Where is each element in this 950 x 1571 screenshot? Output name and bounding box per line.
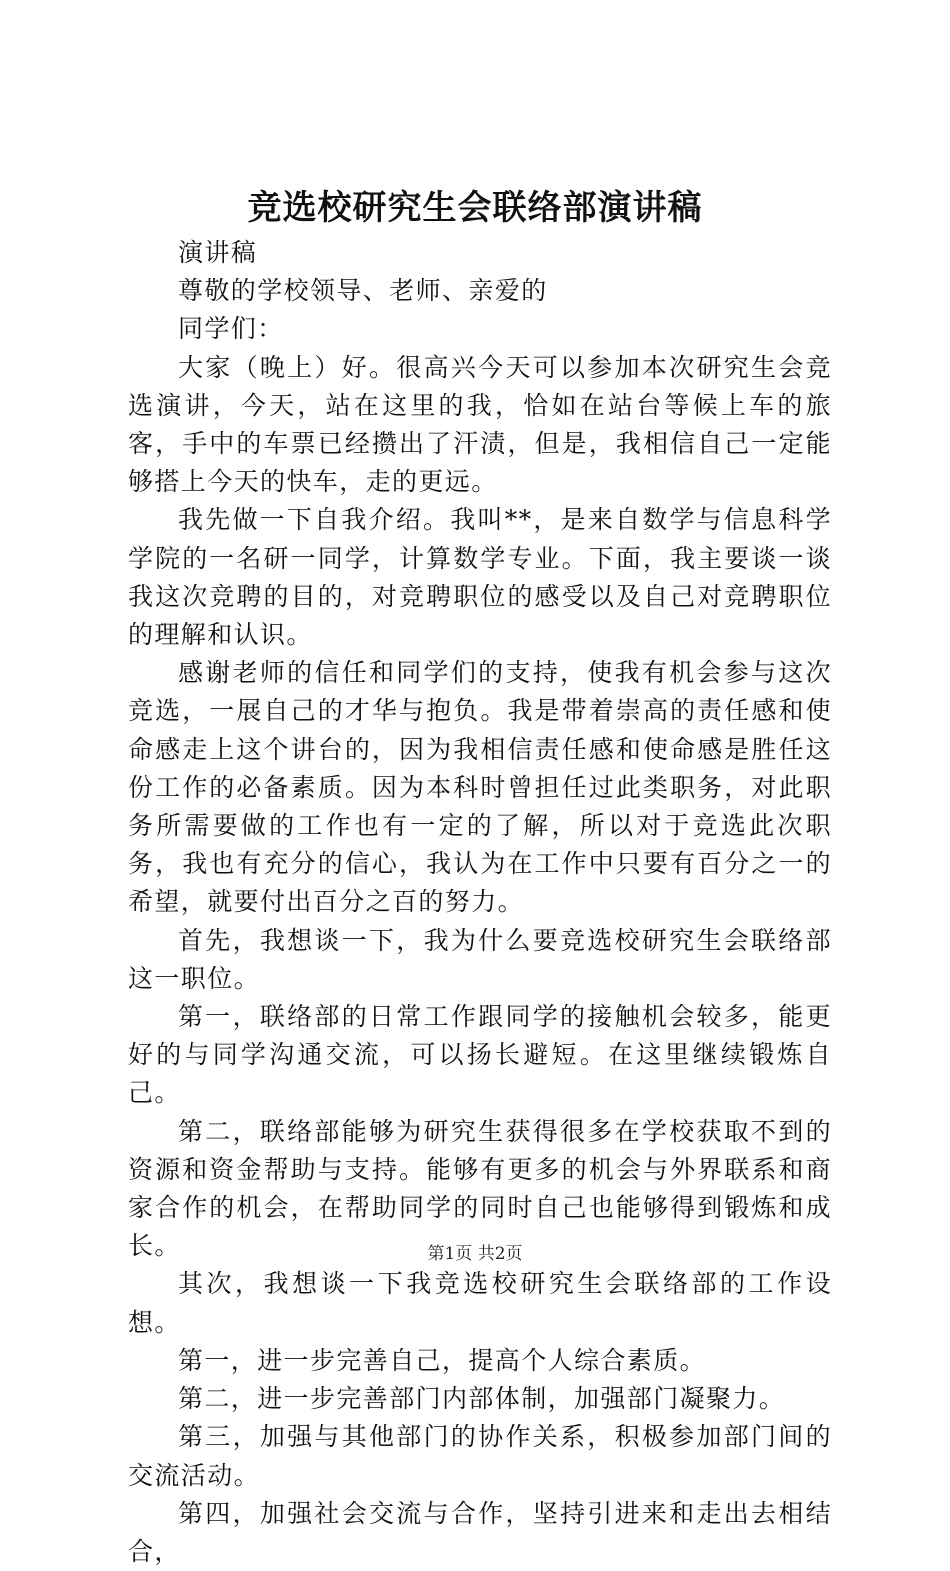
paragraph: 第二，进一步完善部门内部体制，加强部门凝聚力。 <box>178 1384 786 1414</box>
paragraph: 首先，我想谈一下，我为什么要竞选校研究生会联络部这一职位。 <box>128 925 832 993</box>
paragraph: 尊敬的学校领导、老师、亲爱的 <box>178 276 548 306</box>
paragraph: 第三，加强与其他部门的协作关系，积极参加部门间的交流活动。 <box>128 1422 832 1490</box>
paragraph: 我先做一下自我介绍。我叫**，是来自数学与信息科学学院的一名研一同学，计算数学专业。下面，我主要谈一谈我这次竞聘的目的，对竞聘职位的感受以及自己对竞聘职位的理解和认识。 <box>128 505 832 650</box>
document-title: 竞选校研究生会联络部演讲稿 <box>247 188 703 228</box>
paragraph: 第二，联络部能够为研究生获得很多在学校获取不到的资源和资金帮助与支持。能够有更多的机会与外界联系和商家合作的机会，在帮助同学的同时自己也能够得到锻炼和成长。 <box>128 1116 832 1261</box>
paragraph: 其次，我想谈一下我竞选校研究生会联络部的工作设想。 <box>128 1269 832 1337</box>
paragraph: 第四，加强社会交流与合作，坚持引进来和走出去相结合， <box>128 1498 832 1566</box>
paragraph: 演讲稿 <box>178 238 258 267</box>
paragraph: 同学们： <box>178 314 284 344</box>
paragraph: 大家（晚上）好。很高兴今天可以参加本次研究生会竞选演讲，今天，站在这里的我，恰如在站台等候上车的旅客，手中的车票已经攒出了汗渍，但是，我相信自己一定能够搭上今天的快车，走的更远。 <box>128 352 832 497</box>
paragraph: 感谢老师的信任和同学们的支持，使我有机会参与这次竞选，一展自己的才华与抱负。我是带着崇高的责任感和使命感走上这个讲台的，因为我相信责任感和使命感是胜任这份工作的必备素质。因为本科时曾担任过此类职务，对此职务所需要做的工作也有一定的了解，所以对于竞选此次职务，我也有充分的信心，我认为在工作中只要有百分之一的希望，就要付出百分之百的努力。 <box>128 658 832 917</box>
paragraph: 第一，进一步完善自己，提高个人综合素质。 <box>178 1345 707 1375</box>
paragraph: 第一，联络部的日常工作跟同学的接触机会较多，能更好的与同学沟通交流，可以扬长避短。在这里继续锻炼自己。 <box>128 1002 832 1108</box>
document-body <box>128 234 832 1571</box>
page-number-footer: 第1页 共2页 <box>427 1244 523 1264</box>
